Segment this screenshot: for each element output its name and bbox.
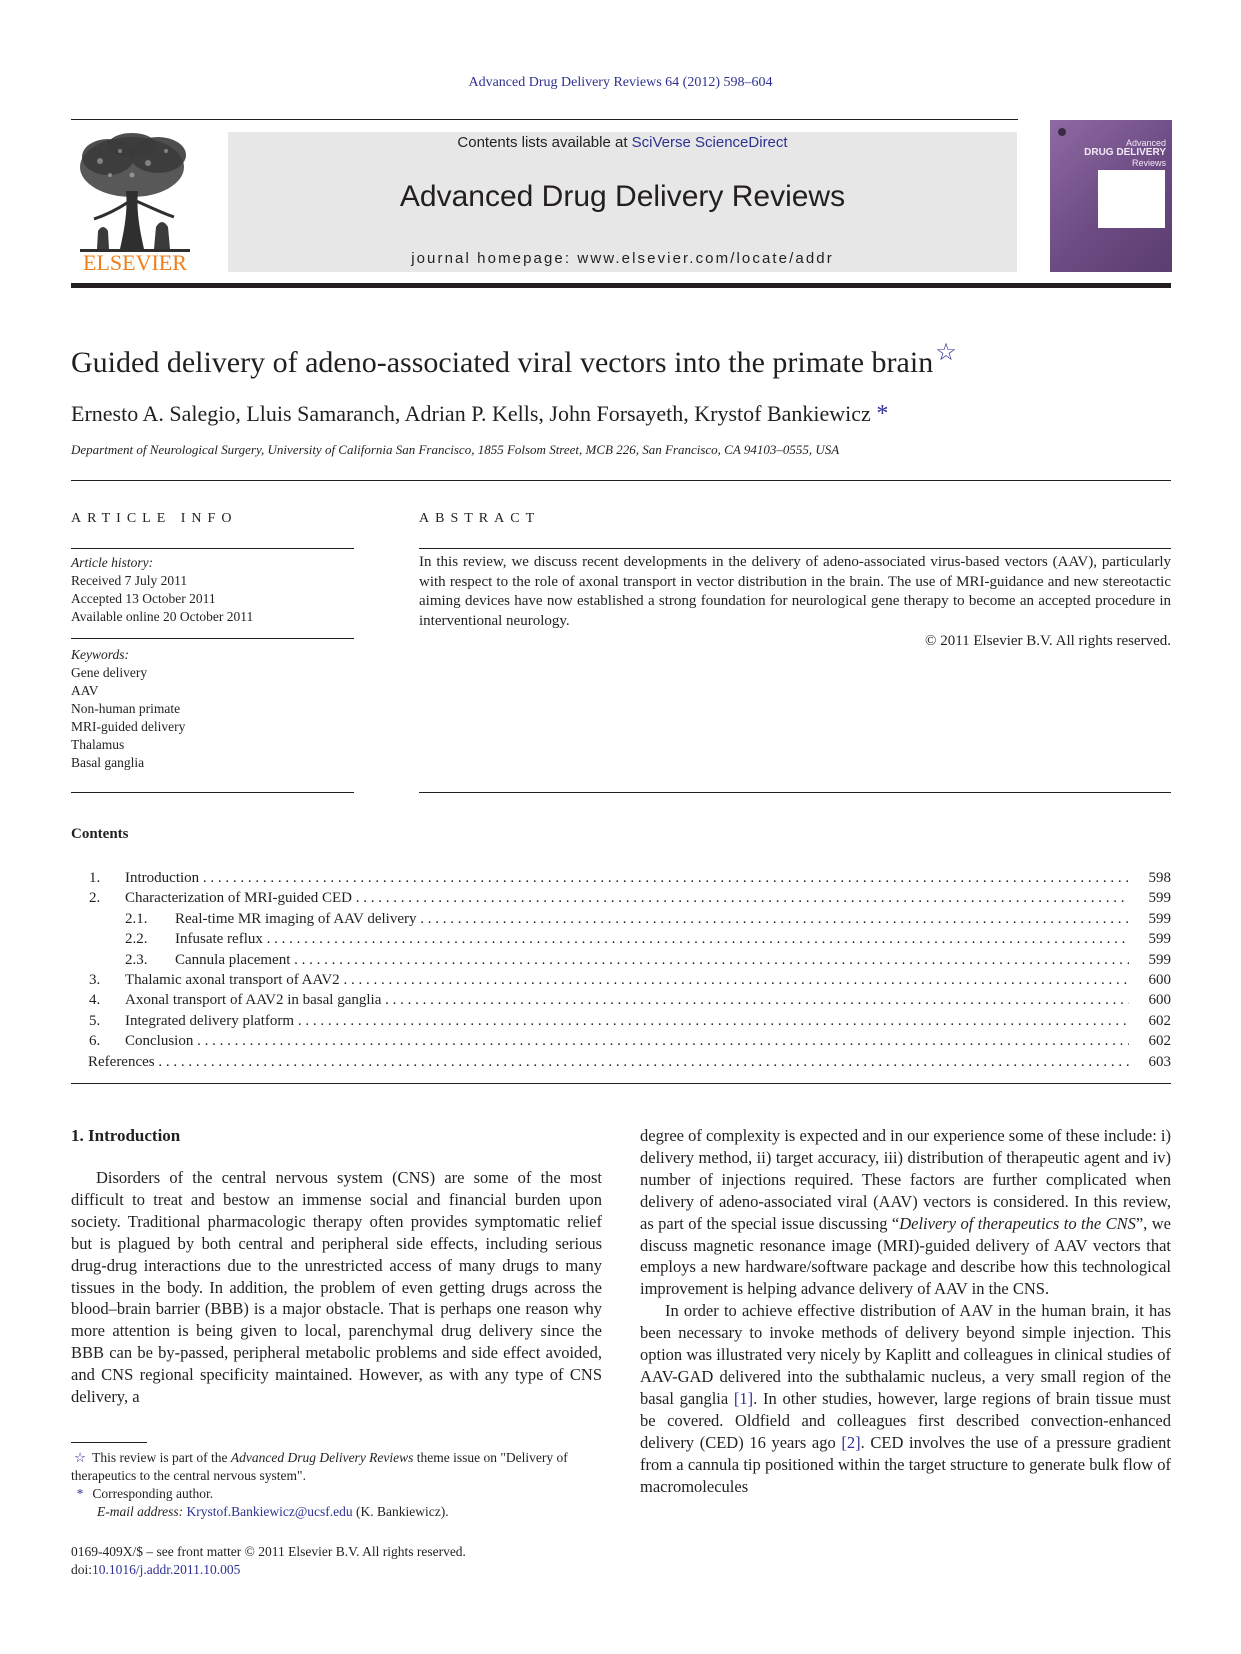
footnotes: [71, 1449, 611, 1521]
body-text: In order to achieve effective distribution of AAV in the human brain, it has been necessary to invoke methods of delivery beyond simple injection. This option was illustrated very nicely by Kaplitt and colleagues in clinical studies of AAV-GAD delivered into the subthalamic nucleus, a very small region of the basal ganglia: [640, 1301, 1171, 1408]
toc-entry[interactable]: [71, 888, 1171, 908]
toc-label: Axonal transport of AAV2 in basal ganglia . . .: [125, 990, 1129, 1010]
affiliation: Department of Neurological Surgery, University of California San Francisco, 1855 Folsom Street, MCB 226, San Francisco, CA 94103–0555, USA: [71, 442, 840, 457]
toc-number: 2.2.: [125, 931, 148, 948]
toc-label: Introduction . . .: [125, 868, 1129, 888]
body-paragraph: [640, 1125, 1171, 1300]
toc-label: Infusate reflux . . .: [175, 929, 1129, 949]
table-of-contents: [71, 868, 1171, 1072]
keyword: MRI-guided delivery: [71, 719, 186, 734]
article-info-rule: [71, 548, 354, 549]
body-paragraph: Disorders of the central nervous system (CNS) are some of the most difficult to treat and bestow an immense social and financial burden upon society. Traditional pharmacologic therapy often provides symptomatic relief but is plagued by both central and peripheral side effects, including serious drug-drug interactions due to the unrestricted access of many drugs to many tissues in the body. In addition, the problem of even getting drugs across the blood–brain barrier (BBB) is a major obstacle. That is perhaps one reason why more attention is being given to local, parenchymal drug delivery since the BBB can be by-passed, peripheral metabolic problems and side effect avoided, and CNS regional specificity maintained. However, as with any type of CNS delivery, a: [71, 1168, 602, 1407]
author-list: [71, 401, 888, 428]
elsevier-logo: [70, 131, 200, 273]
contents-rule: [71, 1083, 1171, 1084]
footnote-asterisk-icon: *: [76, 1486, 84, 1501]
cover-image-box: [1098, 170, 1165, 228]
abstract-bottom-rule: [419, 792, 1171, 793]
journal-citation[interactable]: Advanced Drug Delivery Reviews 64 (2012) 598–604: [468, 75, 773, 90]
toc-entry[interactable]: [71, 990, 1171, 1010]
front-matter: [71, 1543, 466, 1579]
body-paragraph: [640, 1300, 1171, 1497]
toc-page: 599: [1148, 931, 1171, 948]
toc-number: 6.: [89, 1033, 101, 1050]
toc-number: 2.: [89, 890, 101, 907]
contents-heading: Contents: [71, 826, 129, 842]
accepted-date: Accepted 13 October 2011: [71, 591, 216, 606]
article-history: [71, 554, 253, 626]
toc-page: 603: [1148, 1053, 1171, 1070]
doi-label: doi:: [71, 1562, 93, 1577]
front-matter-text: 0169-409X/$ – see front matter © 2011 Elsevier B.V. All rights reserved.: [71, 1544, 466, 1559]
corresponding-author-label: Corresponding author.: [92, 1486, 214, 1501]
body-column-left: [71, 1167, 602, 1408]
body-text: ”, we discuss magnetic resonance image (MRI)-guided delivery of AAV vectors that employs a new hardware/software package and describe how this technological improvement is helping advance delivery of AAV in the CNS.: [640, 1213, 1171, 1299]
toc-page: 600: [1148, 992, 1171, 1009]
sciencedirect-link[interactable]: SciVerse ScienceDirect: [631, 134, 788, 151]
toc-label: Conclusion . . .: [125, 1031, 1129, 1051]
toc-label: Characterization of MRI-guided CED . . .: [125, 888, 1129, 908]
abstract-copyright: © 2011 Elsevier B.V. All rights reserved.: [925, 633, 1171, 649]
keyword: AAV: [71, 683, 99, 698]
doi-link[interactable]: 10.1016/j.addr.2011.10.005: [92, 1562, 241, 1577]
footnote-text-italic: Advanced Drug Delivery Reviews: [230, 1450, 414, 1465]
history-rule: [71, 638, 354, 639]
cover-title: [1066, 138, 1166, 168]
toc-label: Cannula placement . . .: [175, 950, 1129, 970]
body-text: . CED involves the use of a pressure gradient from a cannula tip positioned within the target structure to generate bulk flow of macromolecules: [640, 1432, 1171, 1496]
toc-number: 5.: [89, 1012, 101, 1029]
toc-number: 3.: [89, 971, 101, 988]
email-suffix: (K. Bankiewicz).: [352, 1504, 449, 1519]
cover-line2: DRUG DELIVERY: [1084, 147, 1166, 158]
toc-number: 4.: [89, 992, 101, 1009]
toc-page: 599: [1148, 890, 1171, 907]
toc-entry[interactable]: [71, 950, 1171, 970]
keywords: [71, 646, 185, 772]
footnote-email: [71, 1503, 611, 1521]
toc-entry[interactable]: [71, 929, 1171, 949]
keyword: Thalamus: [71, 737, 125, 752]
journal-cover-thumbnail[interactable]: [1050, 120, 1172, 272]
keywords-rule: [71, 792, 354, 793]
footnote-text: theme issue on "Delivery of therapeutics to the central nervous system".: [71, 1450, 568, 1483]
article-info-heading: ARTICLE INFO: [71, 511, 238, 526]
citation-link[interactable]: [1]: [733, 1388, 754, 1408]
toc-entry[interactable]: [71, 868, 1171, 888]
toc-number: 2.1.: [125, 910, 148, 927]
title-footnote-star-icon[interactable]: ☆: [935, 340, 957, 366]
toc-entry[interactable]: [71, 1011, 1171, 1031]
toc-page: 602: [1148, 1012, 1171, 1029]
abstract-text: In this review, we discuss recent developments in the delivery of adeno-associated virus-based vectors (AAV), particularly with respect to the role of axonal transport in vector distribution in the brain. The use of MRI-guidance and new stereotactic aiming devices have now established a strong foundation for neurological gene therapy to become an accepted procedure in interventional neurology.: [419, 554, 1171, 629]
affiliation-rule: [71, 480, 1171, 481]
toc-label: Real-time MR imaging of AAV delivery . . .: [175, 909, 1129, 929]
keywords-label: Keywords:: [71, 647, 129, 662]
body-text: . In other studies, however, large regions of brain tissue must be covered. Oldfield and colleagues first described convection-enhanced delivery (CED) 16 years ago: [640, 1388, 1171, 1452]
toc-label: Integrated delivery platform . . .: [125, 1011, 1129, 1031]
cover-line1: Advanced: [1125, 138, 1166, 148]
email-link[interactable]: Krystof.Bankiewicz@ucsf.edu: [186, 1504, 353, 1519]
keyword: Basal ganglia: [71, 755, 145, 770]
toc-label: Thalamic axonal transport of AAV2 . . .: [125, 970, 1129, 990]
toc-number: 1.: [89, 870, 101, 886]
toc-number: 2.3.: [125, 951, 148, 968]
contents-availability: [228, 134, 1017, 151]
footnote-text: This review is part of the: [92, 1450, 231, 1465]
journal-masthead: [228, 132, 1017, 272]
footnote-star-icon: ☆: [73, 1450, 87, 1465]
footnote-rule: [71, 1442, 147, 1443]
journal-name: Advanced Drug Delivery Reviews: [399, 180, 846, 213]
received-date: Received 7 July 2011: [71, 573, 188, 588]
footnote-corresponding: [71, 1485, 611, 1503]
body-text: degree of complexity is expected and in our experience some of these include: i) delivery method, ii) target accuracy, iii) distribution of therapeutic agent and iv) number of injections required. These factors are further complicated when delivery of adeno-associated viral (AAV) vectors is considered. In this review, as part of the special issue discussing “: [640, 1126, 1172, 1233]
citation-link[interactable]: [2]: [841, 1432, 861, 1452]
cover-logo-mark: [1058, 128, 1066, 136]
toc-entry[interactable]: [71, 909, 1171, 929]
email-label: E-mail address:: [97, 1504, 184, 1519]
section-heading-introduction: 1. Introduction: [71, 1126, 181, 1145]
cover-line3: Reviews: [1131, 158, 1166, 168]
elsevier-wordmark: ELSEVIER: [83, 250, 187, 273]
contents-prefix: Contents lists available at: [457, 134, 632, 151]
history-label: Article history:: [71, 555, 154, 570]
journal-homepage[interactable]: journal homepage: www.elsevier.com/locate/addr: [411, 250, 834, 267]
footnote-theme-issue: [71, 1449, 611, 1485]
header-rule: [71, 119, 1018, 120]
body-column-right: [640, 1125, 1171, 1497]
article-title: [71, 340, 957, 380]
toc-page: 598: [1148, 870, 1171, 886]
corresponding-author-mark[interactable]: *: [876, 401, 889, 427]
toc-label: References . . .: [88, 1052, 1129, 1072]
author-names: Ernesto A. Salegio, Lluis Samaranch, Adrian P. Kells, John Forsayeth, Krystof Bankiewicz: [71, 401, 871, 426]
toc-entry[interactable]: [71, 970, 1171, 990]
abstract-heading: ABSTRACT: [419, 511, 541, 526]
article-title-text: Guided delivery of adeno-associated viral vectors into the primate brain: [71, 346, 934, 379]
keyword: Gene delivery: [71, 665, 148, 680]
toc-page: 599: [1148, 951, 1171, 968]
elsevier-tree-icon: [70, 131, 200, 273]
online-date: Available online 20 October 2011: [71, 609, 254, 624]
toc-entry[interactable]: [71, 1052, 1171, 1072]
body-text-italic: Delivery of therapeutics to the CNS: [899, 1213, 1136, 1233]
toc-page: 602: [1148, 1033, 1171, 1050]
keyword: Non-human primate: [71, 701, 181, 716]
doi-line: [71, 1561, 466, 1579]
toc-page: 599: [1148, 910, 1171, 927]
abstract-rule: [419, 548, 1171, 549]
toc-page: 600: [1148, 971, 1171, 988]
masthead-rule: [71, 283, 1171, 288]
toc-entry[interactable]: [71, 1031, 1171, 1051]
